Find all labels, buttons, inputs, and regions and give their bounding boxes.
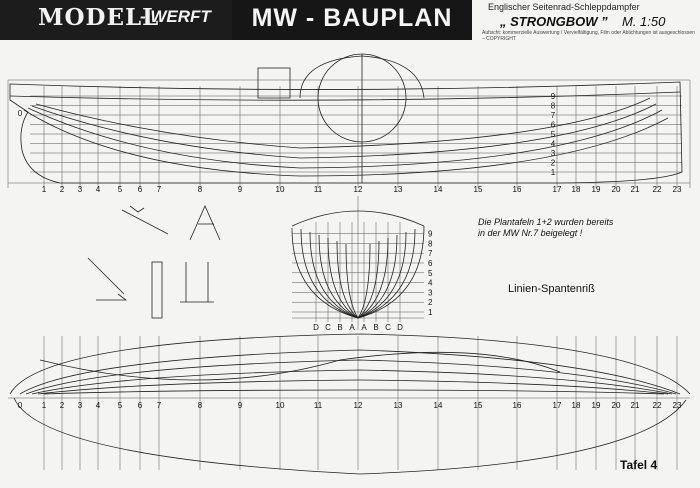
profile-station-label: 19 xyxy=(591,185,601,194)
plan-station-label: 15 xyxy=(473,401,483,410)
plan-station-label: 16 xyxy=(512,401,522,410)
body-waterline-label: 3 xyxy=(428,288,433,298)
profile-station-label: 3 xyxy=(77,185,83,194)
profile-station-label: 9 xyxy=(237,185,243,194)
plan-diagonal xyxy=(40,352,560,380)
profile-station-label: 15 xyxy=(473,185,483,194)
plan-station-label: 2 xyxy=(59,401,65,410)
profile-station-label: 6 xyxy=(137,185,143,194)
profile-station-label: 20 xyxy=(611,185,621,194)
page-title: MW - BAUPLAN xyxy=(251,4,453,32)
plan-station-label: 13 xyxy=(393,401,403,410)
plan-waterline-curve xyxy=(44,390,664,394)
plan-station-label: 20 xyxy=(611,401,621,410)
plan-station-label: 22 xyxy=(652,401,662,410)
buttock-line-a xyxy=(24,110,668,176)
body-buttock-label: D xyxy=(313,323,319,332)
body-waterline-label: 2 xyxy=(428,298,433,308)
detail-bitts xyxy=(180,262,214,302)
body-buttock-label: C xyxy=(385,323,391,332)
profile-station-label: 1 xyxy=(41,185,47,194)
body-frame-fore xyxy=(358,229,415,318)
body-buttock-label: D xyxy=(397,323,403,332)
plan-note xyxy=(478,217,613,239)
detail-bollard xyxy=(152,262,162,318)
plan-station-label: 9 xyxy=(237,401,243,410)
scale-label: M. 1:50 xyxy=(622,14,666,29)
detail-fitting-2 xyxy=(190,206,220,240)
plan-station-label: 5 xyxy=(117,401,123,410)
profile-waterline-label: 7 xyxy=(550,111,556,120)
plan-bow-label: 0 xyxy=(17,401,23,410)
profile-station-label: 8 xyxy=(197,185,203,194)
profile-station-label: 12 xyxy=(353,185,363,194)
ship-name: „ STRONGBOW ” xyxy=(500,14,608,29)
profile-station-label: 4 xyxy=(95,185,101,194)
body-frame-fore xyxy=(358,238,388,318)
plan-station-label: 19 xyxy=(591,401,601,410)
note-line-2: in der MW Nr.7 beigelegt ! xyxy=(478,228,583,238)
plan-station-label: 1 xyxy=(41,401,47,410)
profile-station-label: 22 xyxy=(652,185,662,194)
plan-station-label: 11 xyxy=(313,401,323,410)
plan-station-label: 17 xyxy=(552,401,562,410)
profile-station-label: 2 xyxy=(59,185,65,194)
body-buttock-label: B xyxy=(373,323,379,332)
body-waterline-label: 5 xyxy=(428,268,433,278)
profile-waterline-label: 3 xyxy=(550,149,556,158)
profile-station-label: 11 xyxy=(313,185,323,194)
copyright-note: Aufsicht: kommerzielle Auswertung / Vervielfältigung, Film oder Ablichtungen ist ausgeschlossen – COPYRIGHT xyxy=(482,30,695,42)
profile-station-label: 13 xyxy=(393,185,403,194)
hull-profile-outline xyxy=(10,82,682,183)
profile-station-label: 17 xyxy=(552,185,562,194)
body-frame-aft xyxy=(328,238,358,318)
plan-station-label: 6 xyxy=(137,401,143,410)
note-line-1: Die Plantafeln 1+2 wurden bereits xyxy=(478,217,614,227)
plan-station-label: 14 xyxy=(433,401,443,410)
profile-station-label: 21 xyxy=(630,185,640,194)
plan-station-label: 12 xyxy=(353,401,363,410)
plate-number: Tafel 4 xyxy=(620,458,658,472)
body-buttock-label: B xyxy=(337,323,343,332)
profile-station-label: 5 xyxy=(117,185,123,194)
profile-waterline-label: 1 xyxy=(550,168,556,177)
section-label: Linien-Spantenriß xyxy=(508,283,595,295)
plan-waterline-curve xyxy=(26,360,676,394)
body-frame-fore xyxy=(358,232,406,318)
brand-suffix: - WERFT xyxy=(140,7,211,26)
plan-station-label: 7 xyxy=(156,401,162,410)
profile-station-label: 10 xyxy=(275,185,285,194)
body-frame-aft xyxy=(310,232,358,318)
body-waterline-label: 4 xyxy=(428,278,433,288)
body-buttock-label: A xyxy=(361,323,367,332)
body-waterline-label: 6 xyxy=(428,259,433,268)
plan-station-label: 4 xyxy=(95,401,101,410)
profile-waterline-label: 8 xyxy=(550,101,556,111)
body-waterline-label: 9 xyxy=(428,229,433,239)
buttock-line-c xyxy=(32,101,656,158)
profile-waterline-label: 4 xyxy=(550,139,556,149)
detail-fitting-1 xyxy=(122,206,168,234)
plan-station-label: 3 xyxy=(77,401,83,410)
profile-waterline-label: 6 xyxy=(550,120,556,130)
plan-station-label: 23 xyxy=(672,401,682,410)
brand-logo: MODELL xyxy=(38,4,160,31)
detail-fitting-3 xyxy=(88,258,126,300)
plan-station-label: 10 xyxy=(275,401,285,410)
buttock-line-b xyxy=(28,108,662,168)
profile-station-label: 7 xyxy=(156,185,162,194)
plan-station-label: 21 xyxy=(630,401,640,410)
profile-station-label: 14 xyxy=(433,185,443,194)
plan-lower-outline xyxy=(14,398,686,474)
plan-station-label: 8 xyxy=(197,401,203,410)
ship-type: Englischer Seitenrad-Schleppdampfer xyxy=(488,2,640,12)
deckhouse xyxy=(258,68,290,98)
body-buttock-label: A xyxy=(349,323,355,332)
body-waterline-label: 7 xyxy=(428,249,433,259)
profile-bow-label: 0 xyxy=(17,109,23,118)
profile-station-label: 18 xyxy=(571,185,581,194)
profile-station-label: 16 xyxy=(512,185,522,194)
body-frame-aft xyxy=(301,229,358,318)
body-waterline-label: 8 xyxy=(428,239,433,249)
profile-station-label: 23 xyxy=(672,185,682,194)
profile-waterline-label: 9 xyxy=(550,92,556,101)
profile-waterline-label: 2 xyxy=(550,158,556,168)
body-buttock-label: C xyxy=(325,323,331,332)
body-waterline-label: 1 xyxy=(428,308,433,317)
profile-waterline-label: 5 xyxy=(550,130,556,139)
plan-station-label: 18 xyxy=(571,401,581,410)
plan-deck-outline xyxy=(10,334,690,394)
